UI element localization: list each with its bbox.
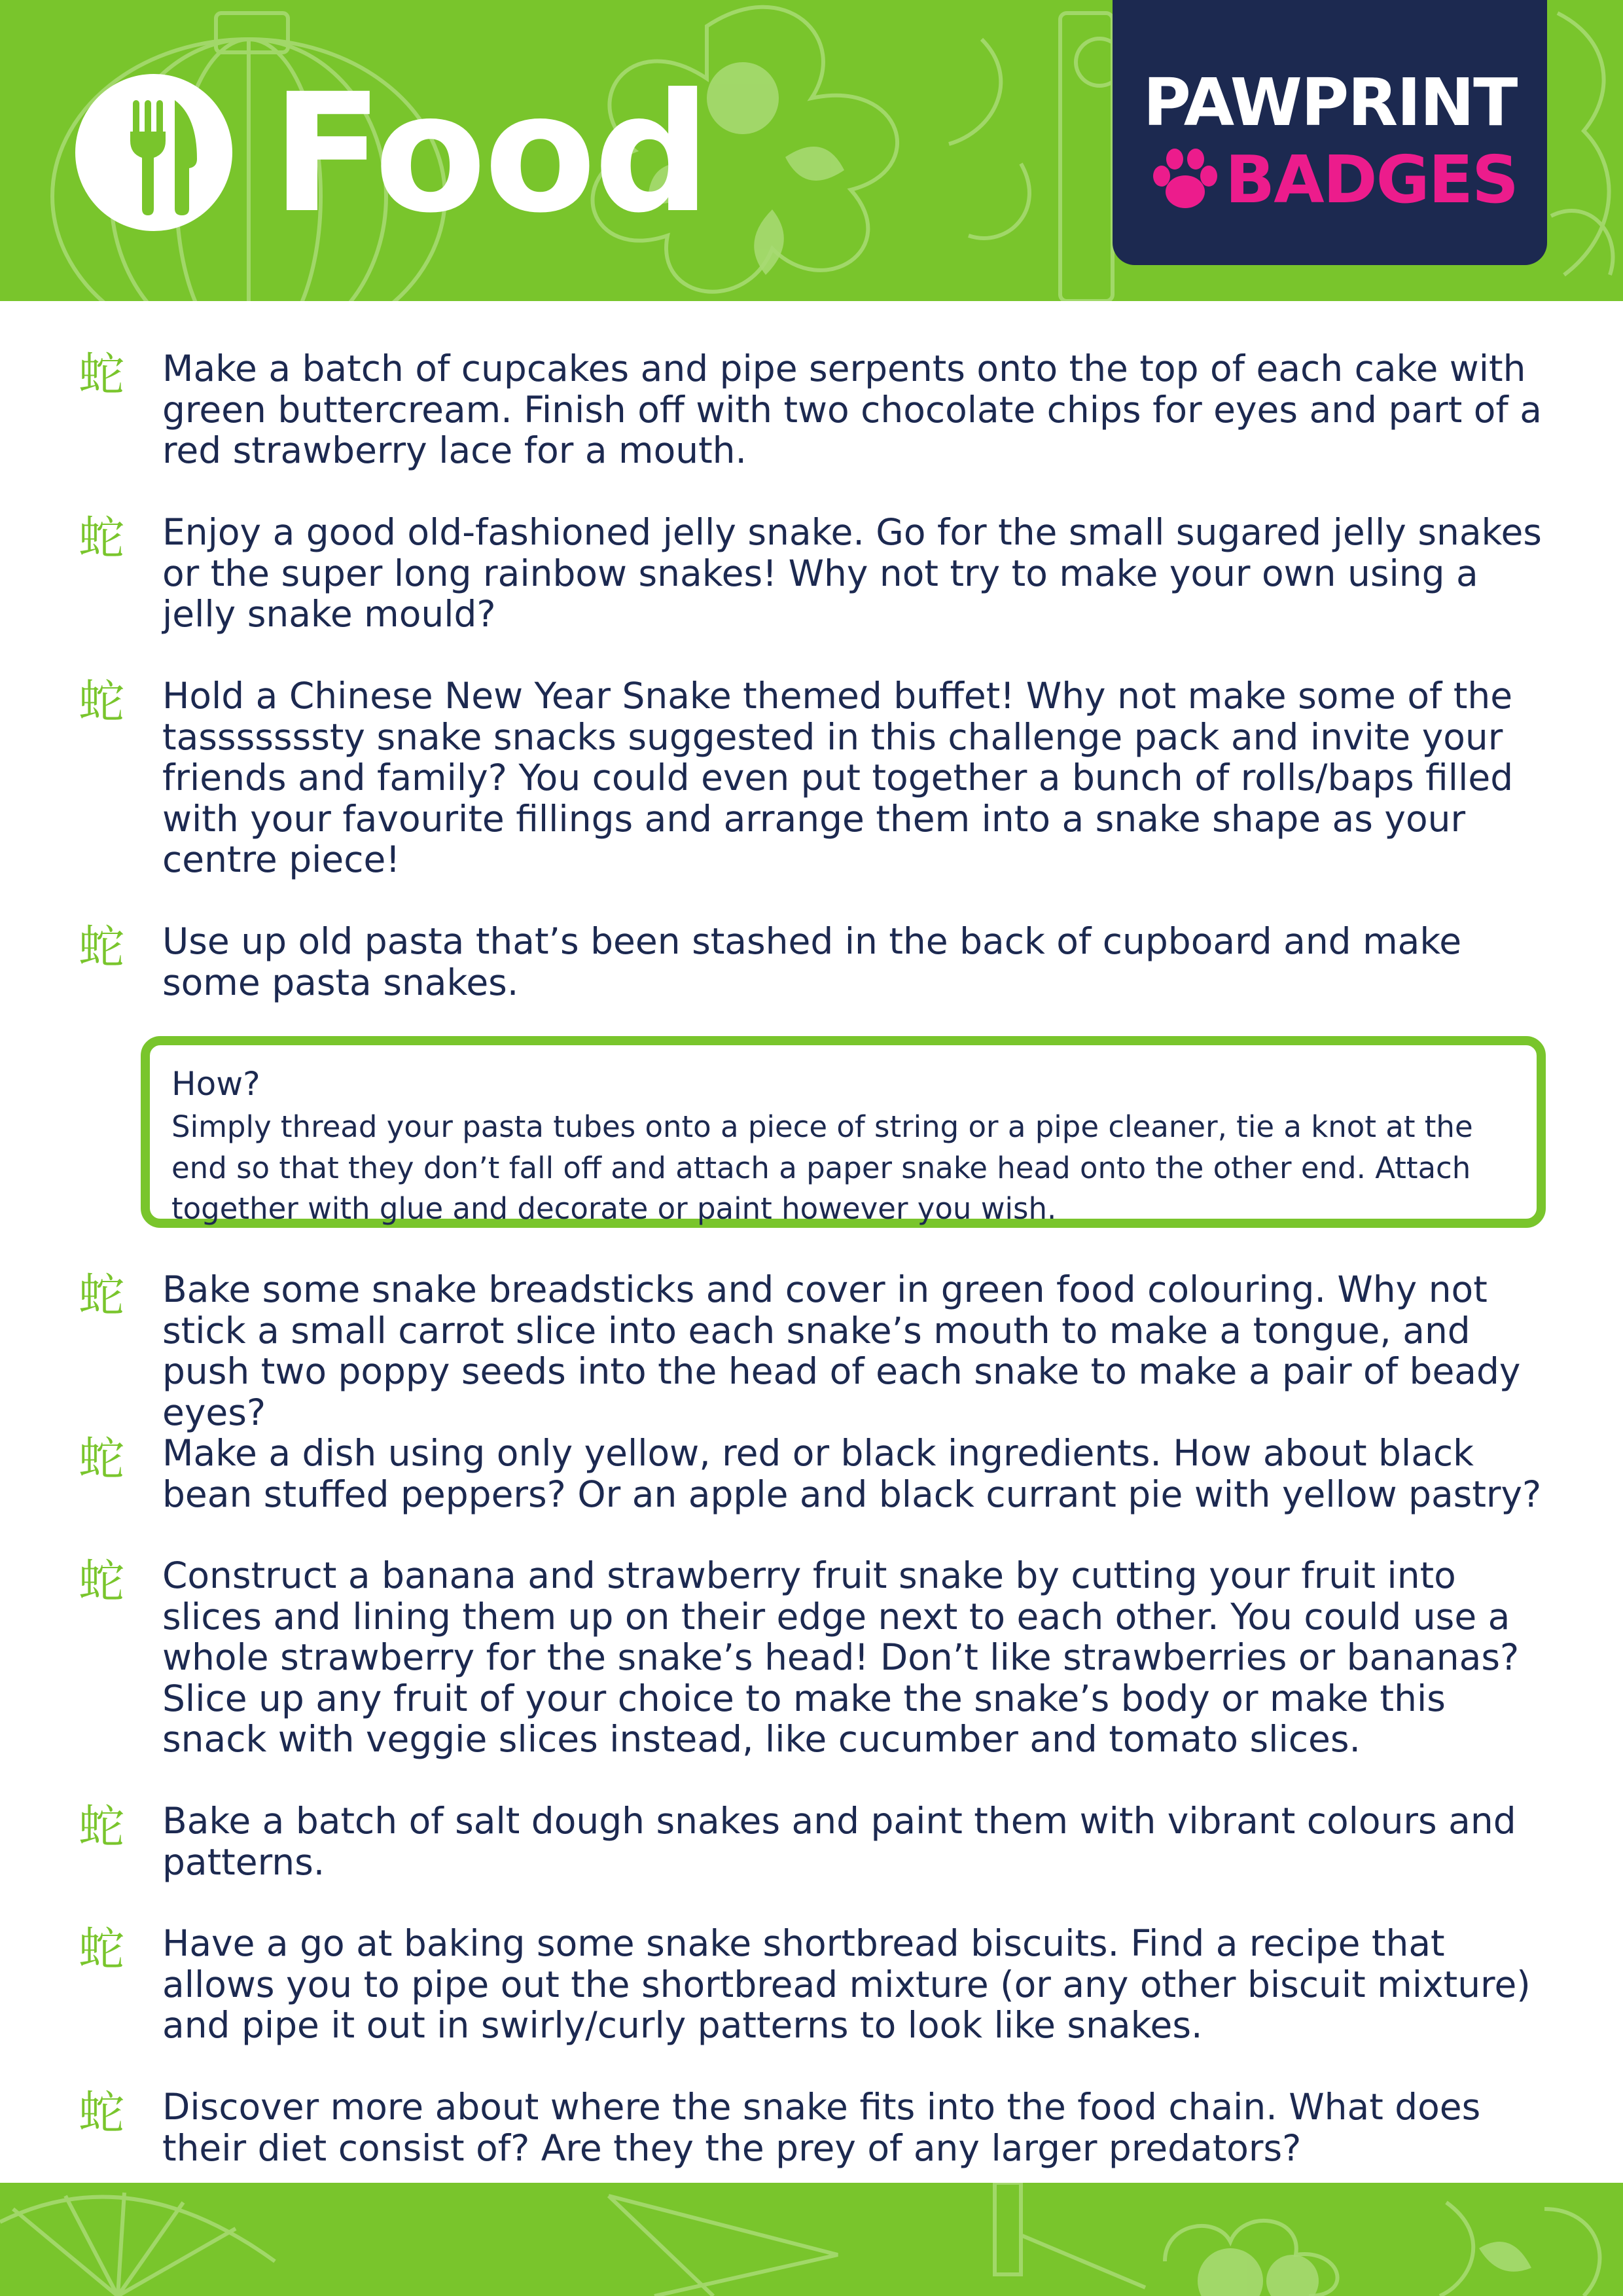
snake-character-icon: 蛇 (79, 675, 124, 728)
snake-character-icon: 蛇 (79, 1922, 124, 1976)
snake-character-icon: 蛇 (79, 1800, 124, 1854)
footer-banner (0, 2183, 1623, 2296)
logo-text-line1: PAWPRINT (1143, 64, 1517, 141)
snake-character-icon: 蛇 (79, 1432, 124, 1486)
how-to-box (141, 1036, 1546, 1228)
item-text: Make a batch of cupcakes and pipe serpents onto the top of each cake with green buttercream. Finish off with two chocolate chips for eyes and part of a red strawberry lace for a mouth. (162, 348, 1542, 471)
item-text: Enjoy a good old-fashioned jelly snake. Go for the small sugared jelly snakes or the super long rainbow snakes! Why not try to make your own using a jelly snake mould? (162, 511, 1542, 635)
snake-character-icon: 蛇 (79, 1268, 124, 1322)
snake-character-icon: 蛇 (79, 348, 124, 401)
how-text: Simply thread your pasta tubes onto a piece of string or a pipe cleaner, tie a knot at the end so that they don’t fall off and attach a paper snake head onto the other end. Attach together with glue and decorate or paint however you wish. (171, 1109, 1473, 1226)
item-text: Bake some snake breadsticks and cover in green food colouring. Why not stick a small carrot slice into each snake’s mouth to make a tongue, and push two poppy seeds into the head of each snake to make a pair of beady eyes? (162, 1268, 1521, 1433)
item-text: Have a go at baking some snake shortbread biscuits. Find a recipe that allows you to pipe out the shortbread mixture (or any other biscuit mixture) and pipe it out in swirly/curly patterns to look like snakes. (162, 1922, 1531, 2046)
fork-knife-icon (75, 74, 232, 231)
item-text: Bake a batch of salt dough snakes and paint them with vibrant colours and patterns. (162, 1800, 1516, 1883)
fan-flower-pattern (0, 2183, 1623, 2296)
snake-character-icon: 蛇 (79, 511, 124, 565)
snake-character-icon: 蛇 (79, 920, 124, 974)
pawprint-badges-logo (1113, 0, 1547, 265)
item-text: Hold a Chinese New Year Snake themed buffet! Why not make some of the tasssssssty snake snacks suggested in this challenge pack and invite your friends and family? You could even put together a bunch of rolls/baps filled with your favourite fillings and arrange them into a snake shape as your centre piece! (162, 675, 1514, 880)
snake-character-icon: 蛇 (79, 1554, 124, 1608)
how-title: How? (171, 1065, 260, 1103)
item-text: Discover more about where the snake fits into the food chain. What does their diet consist of? Are they the prey of any larger predators? (162, 2086, 1481, 2169)
snake-character-icon: 蛇 (79, 2086, 124, 2140)
header-banner (0, 0, 1623, 301)
item-text: Use up old pasta that’s been stashed in the back of cupboard and make some pasta snakes. (162, 920, 1462, 1003)
item-text: Make a dish using only yellow, red or black ingredients. How about black bean stuffed peppers? Or an apple and black currant pie with yellow pastry? (162, 1432, 1542, 1515)
item-text: Construct a banana and strawberry fruit snake by cutting your fruit into slices and lining them up on their edge next to each other. You could use a whole strawberry for the snake’s head! Don’t like strawberries or bananas? Slice up any fruit of your choice to make the snake’s body or make this snack with veggie slices instead, like cucumber and tomato slices. (162, 1554, 1520, 1760)
paw-icon (1149, 147, 1221, 213)
logo-text-line2: BADGES (1225, 141, 1518, 218)
page-title: Food (272, 58, 709, 249)
